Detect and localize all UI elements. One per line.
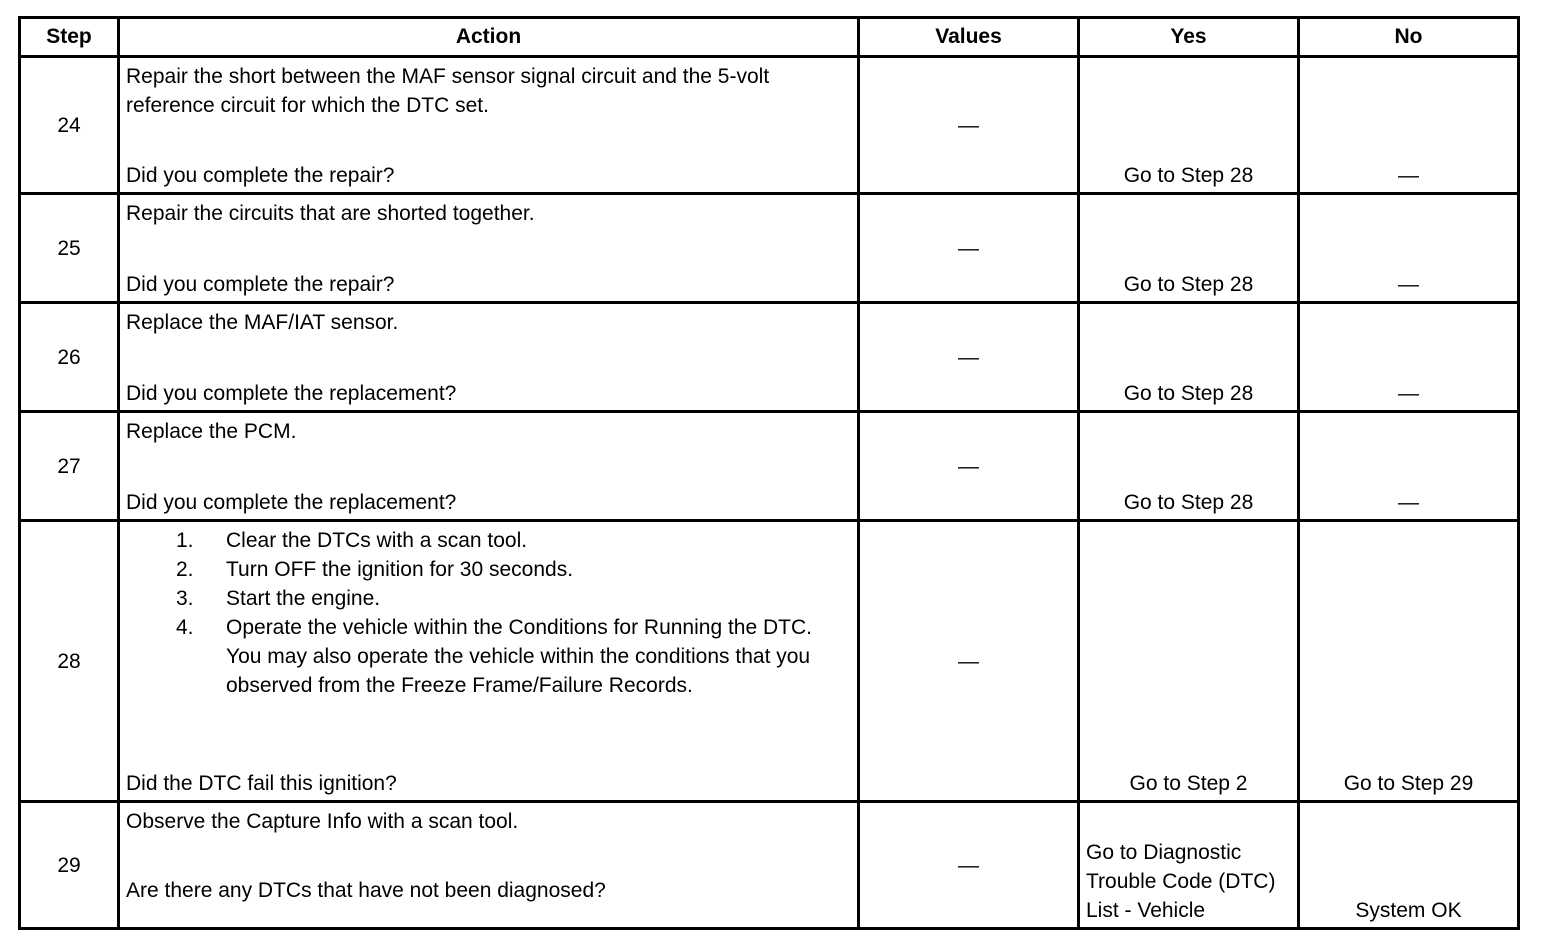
action-cell: [119, 412, 859, 521]
yes-cell: Go to Step 2: [1079, 521, 1299, 802]
list-item-text: Start the engine.: [226, 587, 381, 610]
action-question: Did you complete the repair?: [126, 273, 395, 296]
list-item-number: 2.: [176, 558, 194, 581]
step-number: 27: [20, 412, 119, 521]
table-row: [20, 521, 1519, 802]
action-instruction: Repair the short between the MAF sensor signal circuit and the 5-volt reference circuit for which the DTC set.: [126, 65, 770, 117]
action-question: Did you complete the replacement?: [126, 382, 457, 405]
step-number: 25: [20, 194, 119, 303]
header-action: Action: [119, 18, 859, 57]
action-instruction: Repair the circuits that are shorted together.: [126, 202, 535, 225]
table-row: [20, 303, 1519, 412]
list-item: [176, 584, 851, 613]
list-item: [176, 526, 851, 555]
yes-cell: Go to Step 28: [1079, 303, 1299, 412]
action-cell: [119, 303, 859, 412]
values-cell: —: [859, 57, 1079, 194]
action-cell: [119, 57, 859, 194]
values-cell: —: [859, 521, 1079, 802]
table-row: [20, 412, 1519, 521]
diagnostic-table-container: [18, 16, 1520, 930]
yes-cell: Go to Step 28: [1079, 194, 1299, 303]
diagnostic-steps-table: [18, 16, 1520, 930]
action-cell: [119, 521, 859, 802]
table-row: [20, 194, 1519, 303]
table-header-row: [20, 18, 1519, 57]
values-cell: —: [859, 303, 1079, 412]
no-cell: System OK: [1299, 802, 1519, 929]
action-instruction: Replace the PCM.: [126, 420, 297, 443]
header-yes: Yes: [1079, 18, 1299, 57]
header-values: Values: [859, 18, 1079, 57]
yes-cell: Go to Step 28: [1079, 57, 1299, 194]
yes-cell: Go to Diagnostic Trouble Code (DTC) List - Vehicle: [1079, 802, 1299, 929]
action-question: Did you complete the replacement?: [126, 491, 457, 514]
values-cell: —: [859, 194, 1079, 303]
header-step: Step: [20, 18, 119, 57]
step-number: 28: [20, 521, 119, 802]
table-row: [20, 802, 1519, 929]
no-cell: Go to Step 29: [1299, 521, 1519, 802]
action-instruction: Observe the Capture Info with a scan tool.: [126, 810, 519, 833]
list-item-text: Clear the DTCs with a scan tool.: [226, 529, 528, 552]
list-item-number: 4.: [176, 616, 194, 639]
list-item: [176, 613, 851, 700]
list-item-number: 3.: [176, 587, 194, 610]
action-cell: [119, 802, 859, 929]
step-number: 24: [20, 57, 119, 194]
values-cell: —: [859, 412, 1079, 521]
table-row: [20, 57, 1519, 194]
no-cell: —: [1299, 412, 1519, 521]
step-number: 26: [20, 303, 119, 412]
values-cell: —: [859, 802, 1079, 929]
action-question: Are there any DTCs that have not been diagnosed?: [126, 879, 606, 902]
list-item-number: 1.: [176, 529, 194, 552]
action-instruction: Replace the MAF/IAT sensor.: [126, 311, 399, 334]
numbered-steps-list: [126, 526, 851, 700]
action-question: Did you complete the repair?: [126, 164, 395, 187]
yes-cell: Go to Step 28: [1079, 412, 1299, 521]
list-item: [176, 555, 851, 584]
no-cell: —: [1299, 303, 1519, 412]
no-cell: —: [1299, 194, 1519, 303]
action-cell: [119, 194, 859, 303]
header-no: No: [1299, 18, 1519, 57]
no-cell: —: [1299, 57, 1519, 194]
list-item-text: Turn OFF the ignition for 30 seconds.: [226, 558, 574, 581]
step-number: 29: [20, 802, 119, 929]
list-item-text: Operate the vehicle within the Conditions for Running the DTC. You may also operate the vehicle within the conditions that you observed from the Freeze Frame/Failure Records.: [226, 616, 812, 697]
action-instruction: [126, 526, 851, 700]
action-question: Did the DTC fail this ignition?: [126, 772, 397, 795]
